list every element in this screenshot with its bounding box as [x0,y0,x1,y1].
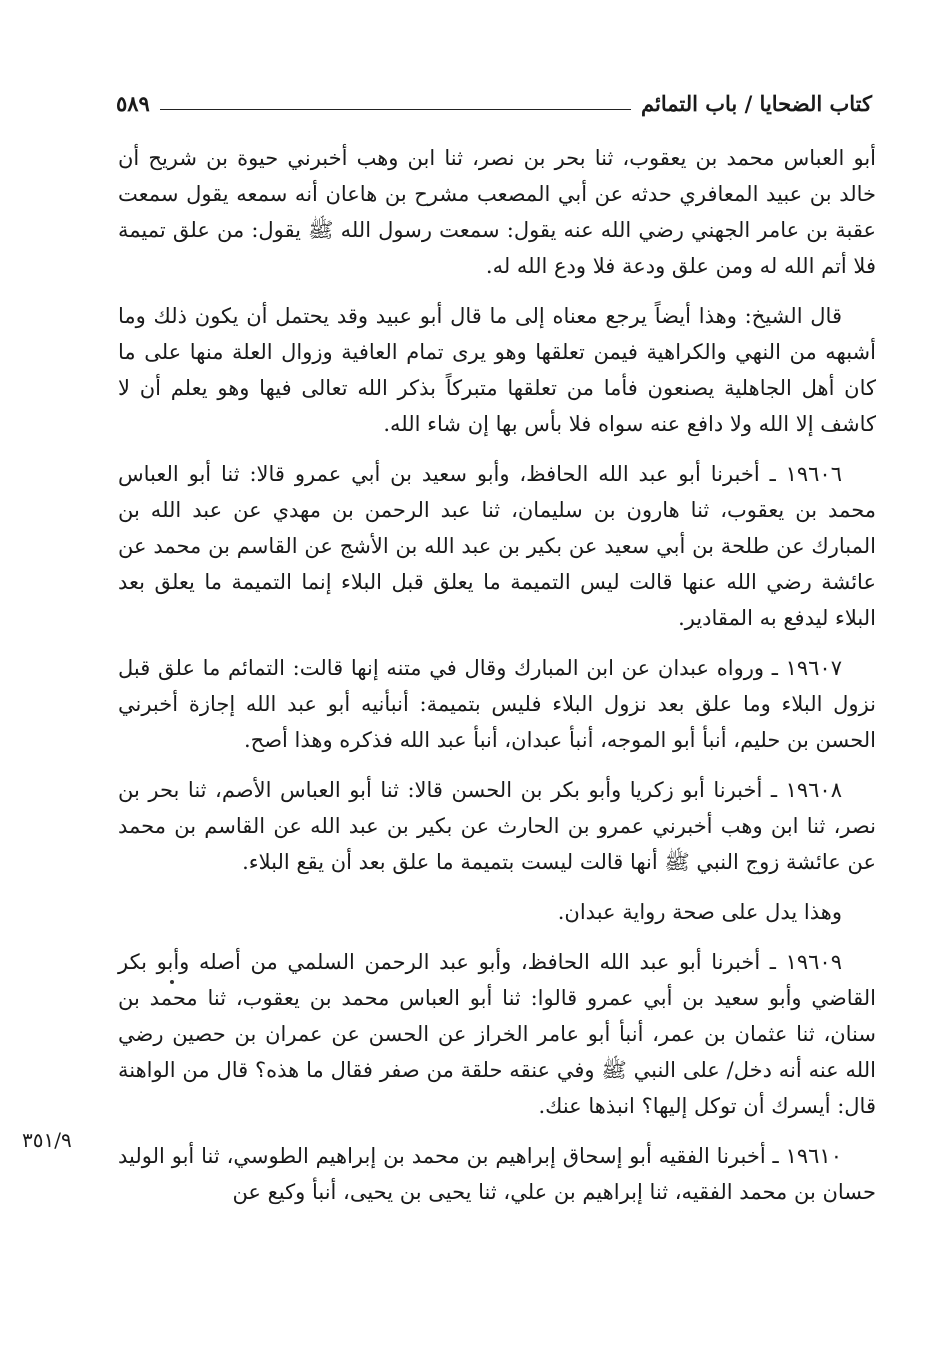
margin-reference: ٣٥١/٩ [22,1128,72,1152]
main-text [118,140,876,1224]
paragraph-note: وهذا يدل على صحة رواية عبدان. [557,900,842,924]
hadith-19609: ١٩٦٠٩ ـ أخبرنا أبو عبد الله الحافظ، وأبو عبد الرحمن السلمي من أصله وأبو بكر القاضي وأبو سعيد بن أبي عمرو قالوا: ثنا أبو العباس محمد بن يعقوب، ثنا محمد بن سنان، ثنا عثمان بن عمر، أنبأ أبو عامر الخراز عن الحسن عن عمران بن حصين رضي الله عنه أنه دخل/ على النبي ﷺ وفي عنقه حلقة من صفر فقال ما هذه؟ قال من الواهنة قال: أيسرك أن توكل إليها؟ انبذها عنك. [118,950,876,1118]
hadith-19606: ١٩٦٠٦ ـ أخبرنا أبو عبد الله الحافظ، وأبو سعيد بن أبي عمرو قالا: ثنا أبو العباس محمد بن يعقوب، ثنا هارون بن سليمان، ثنا عبد الرحمن بن مهدي عن عبد الله بن المبارك عن طلحة بن أبي سعيد عن بكير بن عبد الله بن الأشج عن القاسم بن محمد عن عائشة رضي الله عنها قالت ليس التميمة ما يعلق قبل البلاء إنما التميمة ما يعلق بعد البلاء ليدفع به المقادير. [118,462,876,630]
hadith-19607: ١٩٦٠٧ ـ ورواه عبدان عن ابن المبارك وقال في متنه إنها قالت: التمائم ما علق قبل نزول البلاء وما علق بعد نزول البلاء فليس بتميمة: أنبأنيه أبو عبد الله إجازة أخبرني الحسن بن حليم، أنبأ أبو الموجه، أنبأ عبدان، أنبأ عبد الله فذكره وهذا أصح. [118,656,876,752]
page-header [116,86,872,116]
running-title: كتاب الضحايا / باب التمائم [641,91,872,116]
header-rule [160,109,631,110]
hadith-19610: ١٩٦١٠ ـ أخبرنا الفقيه أبو إسحاق إبراهيم بن محمد بن إبراهيم الطوسي، ثنا أبو الوليد حسان بن محمد الفقيه، ثنا إبراهيم بن علي، ثنا يحيى بن يحيى، أنبأ وكيع عن [118,1144,876,1204]
paragraph-sheikh-comment: قال الشيخ: وهذا أيضاً يرجع معناه إلى ما قال أبو عبيد وقد يحتمل أن يكون ذلك وما أشبهه من النهي والكراهية فيمن تعلقها وهو يرى تمام العافية وزوال العلة منها على ما كان أهل الجاهلية يصنعون فأما من تعلقها متبركاً بذكر الله تعالى فيها وهو يعلم أن لا كاشف إلا الله ولا دافع عنه سواه فلا بأس بها إن شاء الله. [118,304,876,436]
paragraph-continuation: أبو العباس محمد بن يعقوب، ثنا بحر بن نصر، ثنا ابن وهب أخبرني حيوة بن شريح أن خالد بن عبيد المعافري حدثه عن أبي المصعب مشرح بن هاعان أنه سمعه يقول سمعت عقبة بن عامر الجهني رضي الله عنه يقول: سمعت رسول الله ﷺ يقول: من علق تميمة فلا أتم الله له ومن علق ودعة فلا ودع الله له. [118,146,876,278]
page-number: ٥٨٩ [116,91,150,116]
stray-mark [170,980,174,984]
hadith-19608: ١٩٦٠٨ ـ أخبرنا أبو زكريا وأبو بكر بن الحسن قالا: ثنا أبو العباس الأصم، ثنا بحر بن نصر، ثنا ابن وهب أخبرني عمرو بن الحارث عن بكير بن عبد الله عن القاسم بن محمد عن عائشة زوج النبي ﷺ أنها قالت ليست بتميمة ما علق بعد أن يقع البلاء. [118,778,876,874]
